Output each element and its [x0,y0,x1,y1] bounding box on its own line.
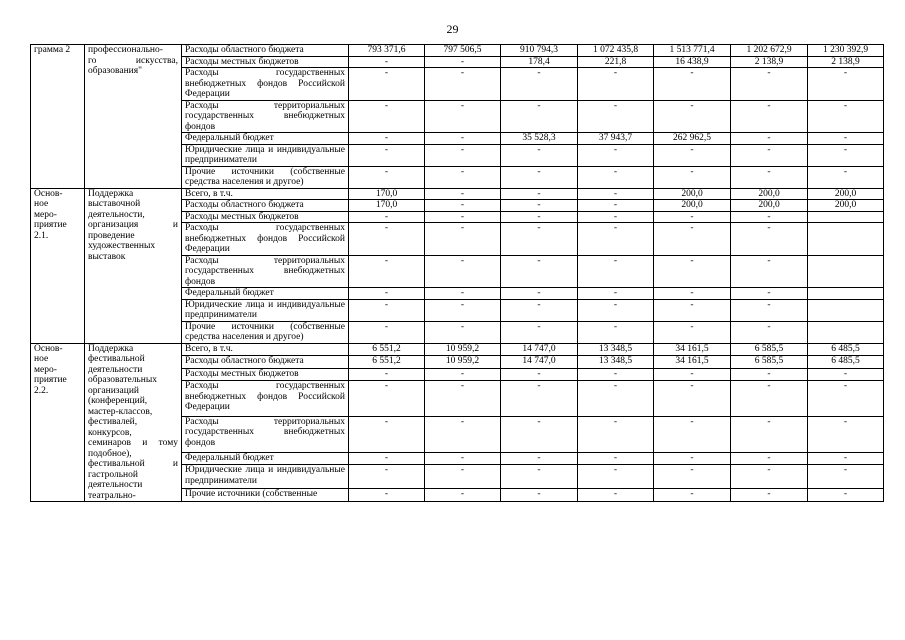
funding-source-label: Расходы территориальных государственных внебюджетных фондов [182,255,349,288]
funding-value-cell: - [501,368,578,381]
funding-value-cell: - [731,133,808,145]
funding-value-cell: - [578,465,654,489]
funding-value-cell [808,299,884,321]
funding-value-cell: - [654,465,731,489]
funding-source-label: Расходы областного бюджета [182,45,349,57]
funding-value-cell: - [425,321,501,343]
funding-value-cell: - [349,255,425,288]
program-code-cell [31,188,85,343]
program-title-line: образования" [88,66,142,76]
funding-value-cell: - [425,166,501,188]
funding-value-cell: - [731,321,808,343]
program-title-line: организация и [88,220,178,230]
funding-value-cell: - [578,489,654,502]
funding-value-cell: 262 962,5 [654,133,731,145]
funding-value-cell: - [578,368,654,381]
funding-value-cell: - [349,416,425,452]
funding-source-label: Расходы местных бюджетов [182,56,349,68]
funding-source-label: Расходы государственных внебюджетных фондов Российской Федерации [182,68,349,101]
funding-value-cell: 34 161,5 [654,356,731,369]
funding-value-cell: - [654,255,731,288]
funding-value-cell: - [654,100,731,133]
funding-source-label: Всего, в т.ч. [182,188,349,200]
funding-value-cell: - [578,321,654,343]
funding-value-cell: - [808,100,884,133]
funding-value-cell: - [578,166,654,188]
funding-source-label: Прочие источники (собственные [182,489,349,502]
funding-source-label: Прочие источники (собственные средства населения и другое) [182,166,349,188]
funding-value-cell: - [808,416,884,452]
funding-source-label: Прочие источники (собственные средства населения и другое) [182,321,349,343]
funding-value-cell: 13 348,5 [578,343,654,356]
funding-value-cell: - [731,223,808,256]
page-number: 29 [446,22,459,36]
funding-value-cell: - [501,381,578,417]
funding-value-cell: - [731,489,808,502]
funding-value-cell: 6 551,2 [349,356,425,369]
funding-value-cell: 1 230 392,9 [808,45,884,57]
funding-value-cell: - [349,144,425,166]
program-title-line: фестивалей, [88,417,138,427]
funding-value-cell: - [808,68,884,101]
funding-value-cell: - [349,381,425,417]
funding-source-label: Федеральный бюджет [182,133,349,145]
funding-source-label: Юридические лица и индивидуальные предприниматели [182,144,349,166]
funding-value-cell: 200,0 [654,188,731,200]
funding-value-cell: - [501,166,578,188]
budget-table [30,44,884,502]
funding-value-cell: 6 551,2 [349,343,425,356]
program-title-cell [85,45,182,189]
funding-source-label: Расходы государственных внебюджетных фондов Российской Федерации [182,381,349,417]
funding-value-cell: 170,0 [349,200,425,212]
program-code-line: приятие [34,375,67,385]
program-code-line: приятие [34,220,67,230]
funding-value-cell: - [425,56,501,68]
funding-value-cell: - [501,452,578,465]
program-code-line: ное [34,199,49,209]
program-code-line: 2.1. [34,230,49,241]
funding-value-cell: - [425,299,501,321]
funding-value-cell: 14 747,0 [501,343,578,356]
program-title-line: театрально- [88,490,136,501]
funding-value-cell: 14 747,0 [501,356,578,369]
funding-value-cell: - [578,68,654,101]
funding-source-label: Юридические лица и индивидуальные предприниматели [182,465,349,489]
funding-value-cell: - [349,299,425,321]
funding-source-label: Расходы местных бюджетов [182,368,349,381]
program-code-line: грамма 2 [34,45,71,55]
program-title-line: фестивальной и [88,459,178,469]
funding-value-cell: - [578,288,654,300]
funding-value-cell: - [425,223,501,256]
program-title-line: выставок [88,251,126,262]
funding-value-cell: 6 585,5 [731,356,808,369]
funding-value-cell: - [349,133,425,145]
funding-value-cell: - [731,381,808,417]
funding-source-label: Расходы территориальных государственных внебюджетных фондов [182,100,349,133]
funding-source-label: Расходы местных бюджетов [182,211,349,223]
program-title-cell [85,343,182,502]
table-row [31,188,884,200]
funding-value-cell: - [578,381,654,417]
program-title-line: фестивальной [88,354,145,364]
funding-value-cell: - [349,321,425,343]
funding-value-cell: - [654,166,731,188]
funding-value-cell: - [425,200,501,212]
funding-value-cell: - [425,416,501,452]
funding-value-cell: 6 585,5 [731,343,808,356]
funding-value-cell: - [731,368,808,381]
program-code-cell [31,343,85,502]
funding-value-cell [808,255,884,288]
funding-value-cell: - [654,144,731,166]
funding-value-cell: - [501,144,578,166]
funding-value-cell: 200,0 [654,200,731,212]
program-title-line: семинаров и тому [88,438,178,448]
program-code-line: Основ- [34,188,63,199]
funding-value-cell: - [578,100,654,133]
funding-value-cell [808,223,884,256]
funding-value-cell: - [731,68,808,101]
funding-source-label: Федеральный бюджет [182,452,349,465]
funding-value-cell: - [425,255,501,288]
funding-value-cell: 6 485,5 [808,343,884,356]
program-title-line: подобное), [88,448,132,459]
program-title-line: (конференций, [88,396,148,406]
funding-value-cell: 2 138,9 [808,56,884,68]
funding-value-cell: - [425,133,501,145]
program-title-line: Поддержка [88,188,134,199]
funding-value-cell: - [349,56,425,68]
funding-value-cell: 1 202 672,9 [731,45,808,57]
funding-value-cell: - [731,416,808,452]
program-code-line: Основ- [34,343,63,354]
funding-value-cell: - [501,416,578,452]
program-title-line: мастер-классов, [88,406,153,417]
funding-value-cell: - [808,465,884,489]
funding-value-cell: - [654,381,731,417]
funding-value-cell: - [349,368,425,381]
program-code-line: ное [34,354,49,364]
program-title-line: Поддержка [88,343,134,354]
funding-value-cell: - [654,299,731,321]
funding-value-cell: - [578,211,654,223]
funding-source-label: Расходы областного бюджета [182,356,349,369]
funding-source-label: Юридические лица и индивидуальные предприниматели [182,299,349,321]
program-title-line: гастрольной [88,469,138,480]
funding-value-cell: - [731,299,808,321]
funding-value-cell: 221,8 [578,56,654,68]
funding-value-cell: - [425,489,501,502]
funding-value-cell: - [578,299,654,321]
funding-value-cell: - [731,211,808,223]
program-title-line: го искусства, [88,55,178,66]
program-code-line: 2.2. [34,385,49,396]
funding-value-cell: - [349,465,425,489]
funding-value-cell: - [501,299,578,321]
funding-value-cell: 13 348,5 [578,356,654,369]
funding-value-cell: - [578,452,654,465]
funding-value-cell: - [349,489,425,502]
funding-value-cell: 1 072 435,8 [578,45,654,57]
funding-value-cell: 200,0 [731,200,808,212]
funding-value-cell: - [578,416,654,452]
funding-value-cell: - [808,452,884,465]
funding-source-label: Расходы государственных внебюджетных фондов Российской Федерации [182,223,349,256]
program-code-line: меро- [34,364,57,375]
funding-value-cell: - [425,100,501,133]
funding-value-cell: - [425,288,501,300]
funding-value-cell: - [654,288,731,300]
funding-value-cell: 797 506,5 [425,45,501,57]
funding-value-cell: 793 371,6 [349,45,425,57]
funding-value-cell: - [349,223,425,256]
funding-value-cell: - [501,200,578,212]
funding-value-cell: 34 161,5 [654,343,731,356]
funding-value-cell: - [349,452,425,465]
funding-value-cell: - [654,223,731,256]
funding-value-cell: 1 513 771,4 [654,45,731,57]
funding-value-cell: - [425,368,501,381]
program-title-line: конкурсов, [88,427,132,438]
funding-value-cell: - [808,489,884,502]
funding-value-cell: - [731,288,808,300]
funding-value-cell: - [654,321,731,343]
funding-value-cell: - [731,255,808,288]
funding-value-cell: - [654,489,731,502]
funding-value-cell: - [349,211,425,223]
funding-value-cell: - [654,211,731,223]
funding-source-label: Расходы областного бюджета [182,200,349,212]
funding-value-cell: - [349,68,425,101]
funding-value-cell: - [731,144,808,166]
funding-value-cell: - [578,223,654,256]
funding-value-cell: - [501,255,578,288]
funding-value-cell: 200,0 [808,200,884,212]
funding-value-cell: 37 943,7 [578,133,654,145]
program-title-line: профессионально- [88,45,163,55]
funding-value-cell: 200,0 [731,188,808,200]
program-title-line: художественных [88,241,156,251]
funding-value-cell: 35 528,3 [501,133,578,145]
funding-value-cell: - [501,211,578,223]
funding-value-cell: - [425,381,501,417]
funding-value-cell: - [578,144,654,166]
funding-value-cell: - [501,68,578,101]
funding-value-cell: - [808,381,884,417]
funding-source-label: Расходы территориальных государственных внебюджетных фондов [182,416,349,452]
funding-value-cell: - [349,100,425,133]
funding-value-cell: - [349,166,425,188]
funding-value-cell: - [501,223,578,256]
funding-value-cell: - [731,452,808,465]
funding-source-label: Федеральный бюджет [182,288,349,300]
funding-value-cell: - [654,416,731,452]
funding-value-cell: 200,0 [808,188,884,200]
funding-value-cell: 170,0 [349,188,425,200]
funding-value-cell: - [808,133,884,145]
program-title-line: деятельности [88,480,143,490]
funding-value-cell: - [425,465,501,489]
funding-value-cell [808,321,884,343]
funding-value-cell: 16 438,9 [654,56,731,68]
funding-value-cell: - [425,68,501,101]
funding-value-cell: - [654,368,731,381]
funding-value-cell: 178,4 [501,56,578,68]
funding-value-cell: - [501,100,578,133]
table-row [31,45,884,57]
funding-value-cell: - [731,465,808,489]
funding-value-cell: - [731,100,808,133]
program-title-line: проведение [88,230,135,241]
program-title-cell [85,188,182,343]
funding-value-cell: 6 485,5 [808,356,884,369]
funding-value-cell: 10 959,2 [425,356,501,369]
funding-value-cell: - [501,489,578,502]
funding-value-cell [808,211,884,223]
funding-value-cell: - [654,68,731,101]
funding-value-cell: 2 138,9 [731,56,808,68]
funding-value-cell: - [349,288,425,300]
funding-value-cell: - [501,321,578,343]
funding-value-cell: - [808,368,884,381]
funding-value-cell: - [425,452,501,465]
funding-value-cell [808,288,884,300]
program-title-line: организаций [88,385,140,396]
funding-value-cell: - [731,166,808,188]
funding-value-cell: - [501,465,578,489]
funding-value-cell: - [808,144,884,166]
funding-value-cell: 910 794,3 [501,45,578,57]
funding-value-cell: - [425,188,501,200]
funding-value-cell: - [425,144,501,166]
program-title-line: выставочной [88,199,141,209]
program-code-line: меро- [34,209,57,220]
program-title-line: деятельности [88,364,143,375]
funding-value-cell: - [654,452,731,465]
program-title-line: деятельности, [88,209,145,220]
funding-value-cell: 10 959,2 [425,343,501,356]
funding-value-cell: - [501,288,578,300]
program-code-cell [31,45,85,189]
table-row [31,343,884,356]
funding-value-cell: - [578,188,654,200]
program-title-line: образовательных [88,375,157,385]
funding-value-cell: - [425,211,501,223]
funding-source-label: Всего, в т.ч. [182,343,349,356]
funding-value-cell: - [578,255,654,288]
funding-value-cell: - [578,200,654,212]
funding-value-cell: - [808,166,884,188]
funding-value-cell: - [501,188,578,200]
